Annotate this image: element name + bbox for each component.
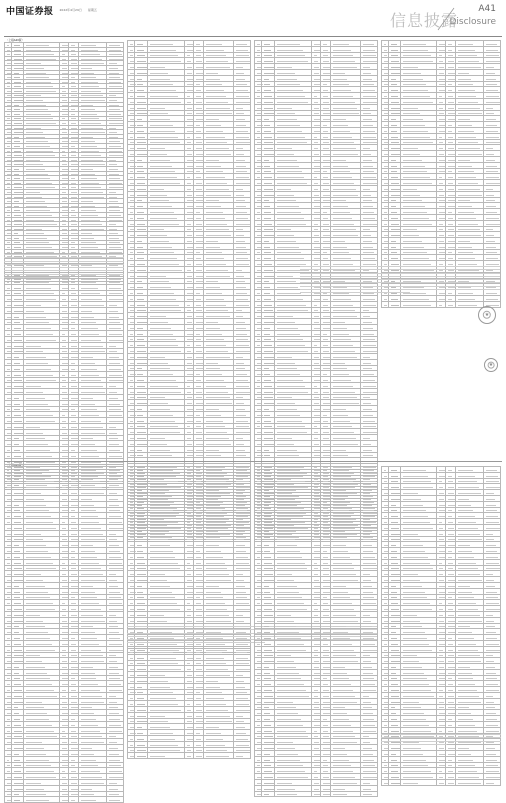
holdings-table bbox=[127, 40, 251, 540]
table-cell bbox=[331, 791, 361, 797]
note-upper-col4 bbox=[300, 266, 500, 296]
holdings-table bbox=[4, 466, 124, 803]
holdings-table bbox=[4, 278, 124, 488]
table-row bbox=[382, 780, 501, 786]
table-cell bbox=[194, 753, 204, 759]
text-line bbox=[4, 264, 124, 265]
text-line bbox=[381, 744, 447, 745]
table-cell bbox=[184, 753, 194, 759]
table-lower-col3 bbox=[254, 466, 378, 797]
table-upper-col1 bbox=[4, 42, 124, 282]
table-cell bbox=[446, 301, 456, 307]
table-cell bbox=[204, 753, 234, 759]
table-cell bbox=[436, 301, 446, 307]
table-cell bbox=[446, 780, 456, 786]
newspaper-logo: 中国证券报 bbox=[6, 6, 54, 17]
text-line bbox=[127, 642, 265, 643]
table-cell bbox=[128, 753, 135, 759]
table-lower-col1 bbox=[4, 466, 124, 803]
text-line bbox=[300, 282, 500, 283]
table-lower-col2b bbox=[127, 648, 251, 759]
company-seal-icon: ★ bbox=[478, 306, 496, 324]
bottom-block-label: （上接A40版） bbox=[6, 464, 25, 467]
table-cell bbox=[455, 301, 484, 307]
text-line bbox=[300, 289, 500, 290]
table-row bbox=[5, 797, 124, 803]
text-line bbox=[4, 274, 124, 275]
text-line bbox=[381, 741, 501, 742]
text-line bbox=[300, 292, 410, 293]
section-title-en: Disclosure bbox=[449, 17, 496, 27]
note-lower-col4 bbox=[381, 734, 501, 747]
table-cell bbox=[360, 791, 377, 797]
table-cell bbox=[107, 797, 124, 803]
table-upper-col1b bbox=[4, 278, 124, 488]
table-cell bbox=[59, 797, 69, 803]
issue-weekday: 星期五 bbox=[87, 8, 97, 12]
text-line bbox=[300, 286, 500, 287]
section-header bbox=[348, 2, 498, 36]
table-cell bbox=[382, 301, 389, 307]
table-upper-col2 bbox=[127, 40, 251, 540]
text-line bbox=[381, 734, 501, 735]
table-cell bbox=[484, 780, 501, 786]
table-cell bbox=[436, 780, 446, 786]
table-cell bbox=[274, 791, 311, 797]
table-cell bbox=[389, 301, 401, 307]
table-cell bbox=[255, 791, 262, 797]
issue-date: 2022年4月29日 bbox=[59, 8, 82, 12]
holdings-table bbox=[127, 466, 251, 653]
header-rule bbox=[4, 36, 502, 37]
table-cell bbox=[5, 797, 12, 803]
text-line bbox=[4, 267, 124, 268]
table-cell bbox=[382, 780, 389, 786]
table-cell bbox=[78, 797, 107, 803]
table-cell bbox=[147, 753, 184, 759]
table-row bbox=[255, 791, 378, 797]
note-upper-col1 bbox=[4, 254, 124, 280]
text-line bbox=[4, 261, 124, 262]
text-line bbox=[381, 737, 501, 738]
page-number: A41 bbox=[478, 4, 496, 14]
table-row bbox=[128, 753, 251, 759]
table-cell bbox=[12, 797, 24, 803]
text-line bbox=[4, 257, 124, 258]
company-seal-icon: ★ bbox=[484, 358, 498, 372]
text-line bbox=[300, 276, 500, 277]
text-line bbox=[300, 279, 500, 280]
table-cell bbox=[24, 797, 60, 803]
table-cell bbox=[389, 780, 401, 786]
table-cell bbox=[135, 753, 147, 759]
holdings-table bbox=[127, 648, 251, 759]
table-cell bbox=[262, 791, 274, 797]
section-divider bbox=[4, 461, 502, 462]
holdings-table bbox=[254, 466, 378, 797]
text-line bbox=[300, 269, 500, 270]
table-cell bbox=[401, 301, 437, 307]
section-title-cn: 信息披露 bbox=[389, 11, 458, 30]
table-cell bbox=[233, 753, 250, 759]
top-block-label: （上接A40版） bbox=[6, 39, 25, 42]
text-line bbox=[4, 270, 124, 271]
table-cell bbox=[311, 791, 321, 797]
text-line bbox=[4, 254, 124, 255]
holdings-table bbox=[4, 42, 124, 282]
text-line bbox=[300, 266, 500, 267]
table-lower-col2 bbox=[127, 466, 251, 653]
table-cell bbox=[455, 780, 484, 786]
table-cell bbox=[401, 780, 437, 786]
masthead bbox=[6, 3, 97, 17]
table-cell bbox=[69, 797, 79, 803]
text-line bbox=[300, 273, 500, 274]
table-cell bbox=[321, 791, 331, 797]
